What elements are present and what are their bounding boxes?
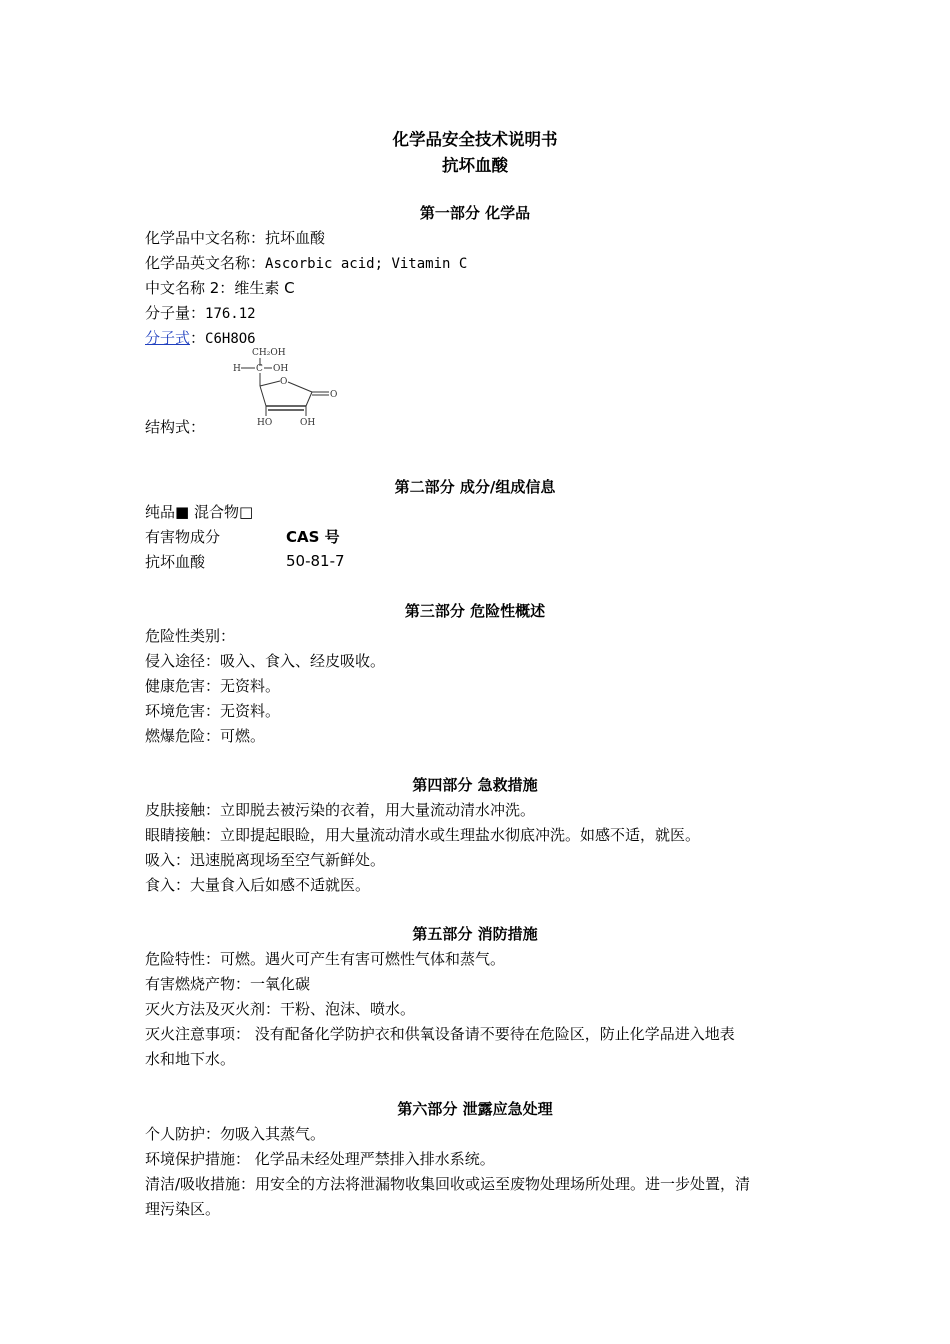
component-col-header: 有害物成分 bbox=[145, 528, 221, 546]
spill-line: 理污染区。 bbox=[145, 1200, 221, 1218]
molecular-weight-line bbox=[145, 302, 810, 323]
first-aid-line: 食入：大量食入后如感不适就医。 bbox=[145, 876, 371, 894]
struct-h: H bbox=[233, 364, 241, 374]
cn-name-line bbox=[145, 227, 810, 248]
struct-c: C bbox=[256, 364, 263, 374]
section-2-heading: 第二部分 成分/组成信息 bbox=[394, 478, 556, 496]
cn-name2-line bbox=[145, 277, 810, 298]
fire-line: 水和地下水。 bbox=[145, 1050, 236, 1068]
en-name-line bbox=[145, 252, 810, 273]
formula-link[interactable]: 分子式 bbox=[145, 329, 191, 347]
hazard-line: 燃爆危险：可燃。 bbox=[145, 727, 266, 745]
cn-name-value: 抗坏血酸 bbox=[265, 229, 326, 247]
struct-carbonyl-o: O bbox=[330, 390, 338, 400]
section-1-heading: 第一部分 化学品 bbox=[419, 204, 531, 222]
cas-col-header: CAS 号 bbox=[286, 528, 340, 546]
purity-line: 纯品■ 混合物□ bbox=[145, 503, 254, 521]
cn-name-label: 化学品中文名称： bbox=[145, 229, 266, 247]
structure-formula-image bbox=[222, 342, 362, 434]
fire-line: 有害燃烧产物：一氧化碳 bbox=[145, 975, 311, 993]
section-3-heading: 第三部分 危险性概述 bbox=[404, 602, 546, 620]
fire-line: 危险特性：可燃。遇火可产生有害可燃性气体和蒸气。 bbox=[145, 950, 506, 968]
spill-line: 清洁/吸收措施：用安全的方法将泄漏物收集回收或运至废物处理场所处理。进一步处置，清 bbox=[145, 1175, 751, 1193]
fire-line: 灭火方法及灭火剂：干粉、泡沫、喷水。 bbox=[145, 1000, 416, 1018]
hazard-line: 侵入途径：吸入、食入、经皮吸收。 bbox=[145, 652, 386, 670]
struct-oh-top: OH bbox=[273, 364, 289, 374]
formula-sep: ： bbox=[190, 329, 206, 347]
formula-value: C6H8O6 bbox=[205, 331, 256, 347]
document-title: 化学品安全技术说明书 bbox=[392, 130, 558, 149]
cn-name2-value: 维生素 C bbox=[234, 279, 295, 297]
first-aid-line: 吸入：迅速脱离现场至空气新鲜处。 bbox=[145, 851, 386, 869]
cn-name2-label: 中文名称 2： bbox=[145, 279, 235, 297]
en-name-value: Ascorbic acid; Vitamin C bbox=[265, 256, 468, 272]
struct-oh-bottom: OH bbox=[300, 418, 316, 428]
hazard-line: 环境危害：无资料。 bbox=[145, 702, 281, 720]
struct-ring-o: O bbox=[280, 377, 288, 387]
component-header-row bbox=[145, 526, 810, 547]
section-6-heading: 第六部分 泄露应急处理 bbox=[397, 1100, 553, 1118]
section-4-heading: 第四部分 急救措施 bbox=[412, 776, 538, 794]
en-name-label: 化学品英文名称： bbox=[145, 254, 266, 272]
struct-ch2oh: CH₂OH bbox=[252, 348, 286, 358]
hazard-line: 健康危害：无资料。 bbox=[145, 677, 281, 695]
section-5-heading: 第五部分 消防措施 bbox=[412, 925, 538, 943]
hazard-line: 危险性类别： bbox=[145, 627, 236, 645]
spill-line: 个人防护：勿吸入其蒸气。 bbox=[145, 1125, 326, 1143]
mw-label: 分子量： bbox=[145, 304, 206, 322]
first-aid-line: 皮肤接触：立即脱去被污染的衣着，用大量流动清水冲洗。 bbox=[145, 801, 536, 819]
component-name: 抗坏血酸 bbox=[145, 553, 206, 571]
structure-label: 结构式： bbox=[145, 418, 206, 436]
struct-ho: HO bbox=[257, 418, 273, 428]
cas-number: 50-81-7 bbox=[286, 552, 345, 570]
mw-value: 176.12 bbox=[205, 306, 256, 322]
spill-line: 环境保护措施： 化学品未经处理严禁排入排水系统。 bbox=[145, 1150, 495, 1168]
document-subtitle: 抗坏血酸 bbox=[442, 156, 508, 175]
component-row bbox=[145, 551, 810, 572]
fire-line: 灭火注意事项： 没有配备化学防护衣和供氧设备请不要待在危险区，防止化学品进入地表 bbox=[145, 1025, 735, 1043]
first-aid-line: 眼睛接触：立即提起眼睑，用大量流动清水或生理盐水彻底冲洗。如感不适，就医。 bbox=[145, 826, 701, 844]
